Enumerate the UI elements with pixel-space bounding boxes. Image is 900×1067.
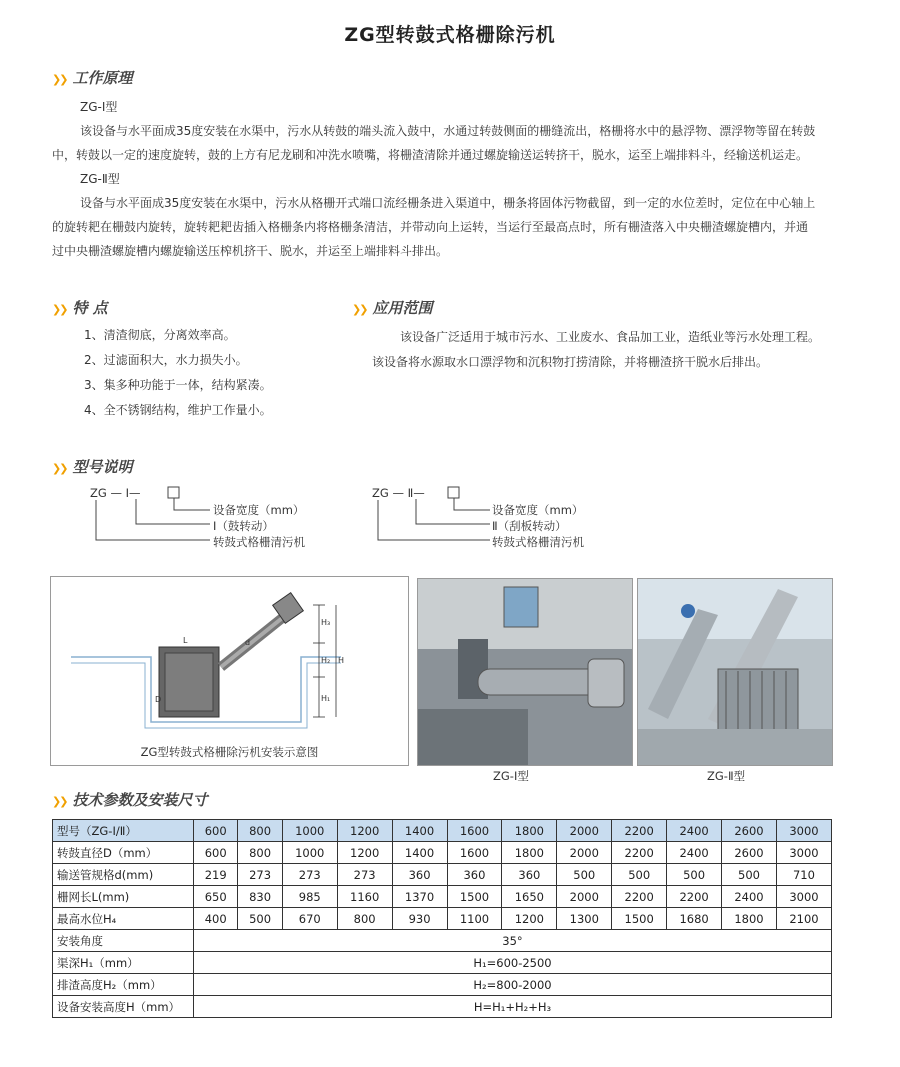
model-code: ZG — Ⅱ— <box>372 486 425 500</box>
table-cell: 2400 <box>722 886 777 908</box>
table-cell: 设备安装高度H（mm） <box>53 996 194 1018</box>
section-tech <box>52 789 207 810</box>
model-code: ZG — Ⅰ— <box>90 486 141 500</box>
section-title: 型号说明 <box>72 458 133 476</box>
table-cell: 360 <box>392 864 447 886</box>
table-cell: 800 <box>238 842 282 864</box>
table-cell: 360 <box>447 864 502 886</box>
table-cell: 输送管规格d(mm) <box>53 864 194 886</box>
table-row <box>53 864 832 886</box>
photo-zg2 <box>637 578 833 766</box>
section-title: 技术参数及安装尺寸 <box>72 791 208 809</box>
table-cell: 985 <box>282 886 337 908</box>
table-header-cell: 800 <box>238 820 282 842</box>
table-row-merged <box>53 996 832 1018</box>
section-marker-icon: ❯❯ <box>352 303 367 316</box>
table-cell: 栅网长L(mm) <box>53 886 194 908</box>
table-header-cell: 1600 <box>447 820 502 842</box>
model-type: Ⅰ（鼓转动） <box>213 519 274 533</box>
application-line: 该设备将水源取水口漂浮物和沉积物打捞清除，并将栅渣挤干脱水后排出。 <box>372 355 769 369</box>
table-cell: H=H₁+H₂+H₃ <box>194 996 832 1018</box>
photo-zg2-drawing <box>638 579 832 765</box>
label-l: L <box>183 636 188 645</box>
table-cell: 273 <box>282 864 337 886</box>
photo-zg1 <box>417 578 633 766</box>
section-marker-icon: ❯❯ <box>52 795 67 808</box>
section-model <box>52 456 132 477</box>
label-h3: H₃ <box>321 618 331 627</box>
section-marker-icon: ❯❯ <box>52 73 67 86</box>
model-bracket-lines-2 <box>372 484 502 550</box>
feature-item: 1、清渣彻底，分离效率高。 <box>84 328 236 342</box>
model-name: 转鼓式格栅清污机 <box>213 535 305 549</box>
table-cell: 500 <box>722 864 777 886</box>
model-width: 设备宽度（mm） <box>213 503 305 517</box>
table-cell: 渠深H₁（mm） <box>53 952 194 974</box>
label-h2: H₂ <box>321 656 331 665</box>
table-cell: 3000 <box>776 886 831 908</box>
section-marker-icon: ❯❯ <box>52 462 67 475</box>
type2-label: ZG-Ⅱ型 <box>80 172 120 186</box>
table-cell: 1200 <box>337 842 392 864</box>
table-cell: 2200 <box>612 842 667 864</box>
type2-line: 过中央栅渣螺旋槽内螺旋输送压榨机挤干、脱水，并运至上端排料斗排出。 <box>52 244 449 258</box>
table-cell: 273 <box>238 864 282 886</box>
section-application <box>352 297 432 318</box>
table-header-cell: 型号（ZG-Ⅰ/Ⅱ） <box>53 820 194 842</box>
table-row-merged <box>53 930 832 952</box>
model-type: Ⅱ（刮板转动） <box>492 519 567 533</box>
table-cell: 2200 <box>667 886 722 908</box>
label-h: H <box>338 656 345 665</box>
table-cell: 670 <box>282 908 337 930</box>
section-title: 应用范围 <box>372 299 433 317</box>
table-cell: 2000 <box>557 842 612 864</box>
type1-line: 中，转鼓以一定的速度旋转，鼓的上方有尼龙刷和冲洗水喷嘴，将栅渣清除并通过螺旋输送运转挤干，脱水，运至上端排料斗，经输送机运走。 <box>52 148 809 162</box>
table-cell: 转鼓直径D（mm） <box>53 842 194 864</box>
table-header-cell: 1000 <box>282 820 337 842</box>
table-cell: 2100 <box>776 908 831 930</box>
table-cell: 1200 <box>502 908 557 930</box>
table-row-merged <box>53 952 832 974</box>
table-cell: 273 <box>337 864 392 886</box>
table-cell: 1800 <box>502 842 557 864</box>
table-cell: 3000 <box>776 842 831 864</box>
table-row <box>53 886 832 908</box>
table-cell: 1800 <box>722 908 777 930</box>
table-cell: 排渣高度H₂（mm） <box>53 974 194 996</box>
table-cell: 1160 <box>337 886 392 908</box>
application-line: 该设备广泛适用于城市污水、工业废水、食品加工业，造纸业等污水处理工程。 <box>400 330 821 344</box>
table-cell: 500 <box>667 864 722 886</box>
label-d-lower: d <box>245 638 251 647</box>
table-header-cell: 1200 <box>337 820 392 842</box>
table-cell: H₂=800-2000 <box>194 974 832 996</box>
table-cell: 219 <box>194 864 238 886</box>
installation-diagram <box>50 576 409 766</box>
table-cell: 400 <box>194 908 238 930</box>
section-features <box>52 297 108 318</box>
label-h1: H₁ <box>321 694 331 703</box>
table-header-cell: 2200 <box>612 820 667 842</box>
table-cell: 1300 <box>557 908 612 930</box>
table-cell: 930 <box>392 908 447 930</box>
table-cell: 1600 <box>447 842 502 864</box>
table-cell: 1650 <box>502 886 557 908</box>
table-cell: 1500 <box>447 886 502 908</box>
table-cell: 500 <box>557 864 612 886</box>
table-header-cell: 2400 <box>667 820 722 842</box>
feature-item: 2、过滤面积大，水力损失小。 <box>84 353 248 367</box>
table-cell: 800 <box>337 908 392 930</box>
table-cell: 650 <box>194 886 238 908</box>
type2-line: 的旋转耙在栅鼓内旋转，旋转耙耙齿插入格栅条内将格栅条清洁，并带动向上运转，当运行至最高点时，所有栅渣落入中央栅渣螺旋槽内，并通 <box>52 220 809 234</box>
table-cell: 830 <box>238 886 282 908</box>
model-name: 转鼓式格栅清污机 <box>492 535 584 549</box>
feature-item: 3、集多种功能于一体，结构紧凑。 <box>84 378 272 392</box>
diagram-caption: ZG型转鼓式格栅除污机安装示意图 <box>140 745 319 759</box>
section-principle <box>52 67 132 88</box>
tech-table <box>52 819 832 1018</box>
table-header-cell: 2600 <box>722 820 777 842</box>
table-cell: 500 <box>238 908 282 930</box>
table-cell: 1000 <box>282 842 337 864</box>
photo2-caption: ZG-Ⅱ型 <box>707 769 746 783</box>
table-cell: 2400 <box>667 842 722 864</box>
table-header-cell: 1800 <box>502 820 557 842</box>
table-cell: 2000 <box>557 886 612 908</box>
table-header-cell: 600 <box>194 820 238 842</box>
section-title: 工作原理 <box>72 69 133 87</box>
table-header-cell: 3000 <box>776 820 831 842</box>
table-row-merged <box>53 974 832 996</box>
table-row <box>53 908 832 930</box>
table-cell: 35° <box>194 930 832 952</box>
table-cell: H₁=600-2500 <box>194 952 832 974</box>
section-title: 特 点 <box>72 299 108 317</box>
photo-zg1-drawing <box>418 579 632 765</box>
table-cell: 360 <box>502 864 557 886</box>
table-cell: 2600 <box>722 842 777 864</box>
page-title: ZG型转鼓式格栅除污机 <box>344 24 556 46</box>
table-cell: 1400 <box>392 842 447 864</box>
table-header-cell: 2000 <box>557 820 612 842</box>
section-marker-icon: ❯❯ <box>52 303 67 316</box>
table-cell: 2200 <box>612 886 667 908</box>
photo1-caption: ZG-Ⅰ型 <box>493 769 529 783</box>
type1-line: 该设备与水平面成35度安装在水渠中，污水从转鼓的端头流入鼓中，水通过转鼓侧面的栅缝流出，格栅将水中的悬浮物、漂浮物等留在转鼓 <box>80 124 816 138</box>
table-cell: 安装角度 <box>53 930 194 952</box>
table-cell: 600 <box>194 842 238 864</box>
table-header-row <box>53 820 832 842</box>
table-cell: 1100 <box>447 908 502 930</box>
type2-line: 设备与水平面成35度安装在水渠中，污水从格栅开式端口流经栅条进入渠道中，栅条将固体污物截留，到一定的水位差时，定位在中心轴上 <box>80 196 816 210</box>
table-cell: 1500 <box>612 908 667 930</box>
table-cell: 1370 <box>392 886 447 908</box>
model-bracket-lines-1 <box>90 484 220 550</box>
type1-label: ZG-Ⅰ型 <box>80 100 118 114</box>
model-width: 设备宽度（mm） <box>492 503 584 517</box>
installation-drawing <box>51 577 408 737</box>
label-d-upper: D <box>155 695 162 704</box>
table-row <box>53 842 832 864</box>
table-cell: 500 <box>612 864 667 886</box>
table-cell: 710 <box>776 864 831 886</box>
table-cell: 最高水位H₄ <box>53 908 194 930</box>
table-header-cell: 1400 <box>392 820 447 842</box>
feature-item: 4、全不锈钢结构，维护工作量小。 <box>84 403 272 417</box>
table-cell: 1680 <box>667 908 722 930</box>
